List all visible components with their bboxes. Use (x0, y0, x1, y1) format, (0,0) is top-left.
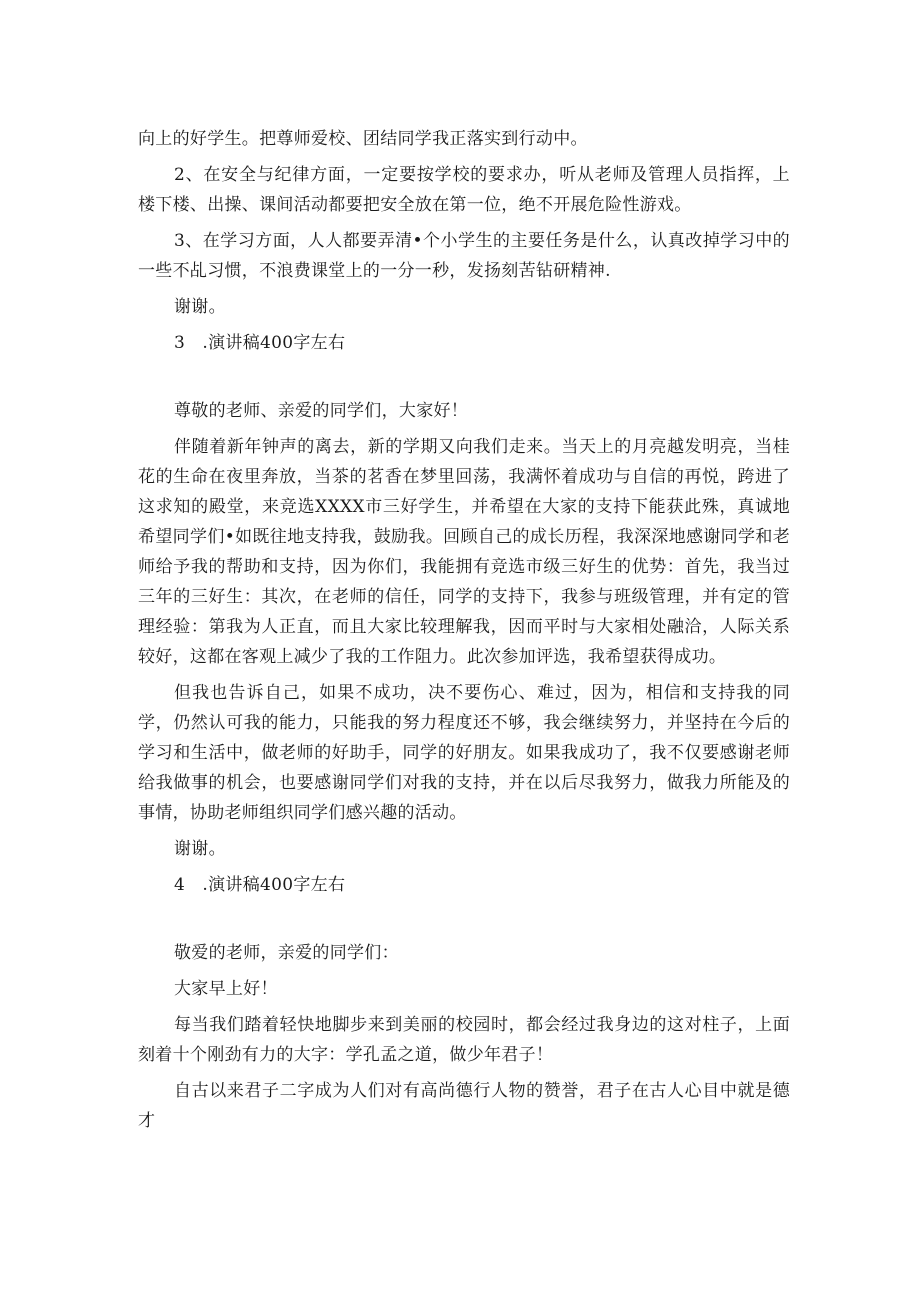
section-heading: 3 .演讲稿400字左右 (174, 333, 346, 353)
paragraph: 2、在安全与纪律方面，一定要按学校的要求办，听从老师及管理人员指挥，上楼下楼、出操、课间活动都要把安全放在第一位，绝不开展危险性游戏。 (138, 165, 790, 215)
paragraph: 谢谢。 (174, 297, 226, 317)
paragraph: 3、在学习方面，人人都要弄清•个小学生的主要任务是什么，认真改掉学习中的一些不乩习惯，不浪费课堂上的一分一秒，发扬刻苦钻研精神. (138, 231, 790, 281)
paragraph: 谢谢。 (174, 839, 226, 859)
paragraph: 伴随着新年钟声的离去，新的学期又向我们走来。当天上的月亮越发明亮，当桂花的生命在夜里奔放，当茶的茗香在梦里回荡，我满怀着成功与自信的再悦，跨进了这求知的殿堂，来竞选XXXX市三好学生，并希望在大家的支持下能获此殊，真诚地希望同学们•如既往地支持我，鼓励我。回顾自己的成长历程，我深深地感谢同学和老师给予我的帮助和支持，因为你们，我能拥有竞选市级三好生的优势：首先，我当过三年的三好生：其次，在老师的信任，同学的支持下，我参与班级管理，并有定的管理经验：第我为人正直，而且大家比较理解我，因而平时与大家相处融洽，人际关系较好，这都在客观上减少了我的工作阻力。此次参加评选，我希望获得成功。 (138, 437, 790, 667)
paragraph: 敬爱的老师，亲爱的同学们： (174, 943, 399, 963)
paragraph: 向上的好学生。把尊师爱校、团结同学我正落实到行动中。 (138, 129, 588, 149)
paragraph: 但我也告诉自己，如果不成功，决不要伤心、难过，因为，相信和支持我的同学，仍然认可我的能力，只能我的努力程度还不够，我会继续努力，并坚持在今后的学习和生活中，做老师的好助手，同学的好朋友。如果我成功了，我不仅要感谢老师给我做事的机会，也要感谢同学们对我的支持，并在以后尽我努力，做我力所能及的事情，协助老师组织同学们感兴趣的活动。 (138, 683, 790, 823)
paragraph: 自古以来君子二字成为人们对有高尚德行人物的赞誉，君子在古人心目中就是德才 (138, 1081, 790, 1131)
document-page (138, 124, 790, 1142)
paragraph: 每当我们踏着轻快地脚步来到美丽的校园时，都会经过我身边的这对柱子，上面刻着十个刚劲有力的大字：学孔孟之道，做少年君子！ (138, 1015, 790, 1065)
paragraph: 大家早上好！ (174, 979, 278, 999)
paragraph: 尊敬的老师、亲爱的同学们，大家好！ (174, 401, 469, 421)
section-heading: 4 .演讲稿400字左右 (174, 875, 346, 895)
